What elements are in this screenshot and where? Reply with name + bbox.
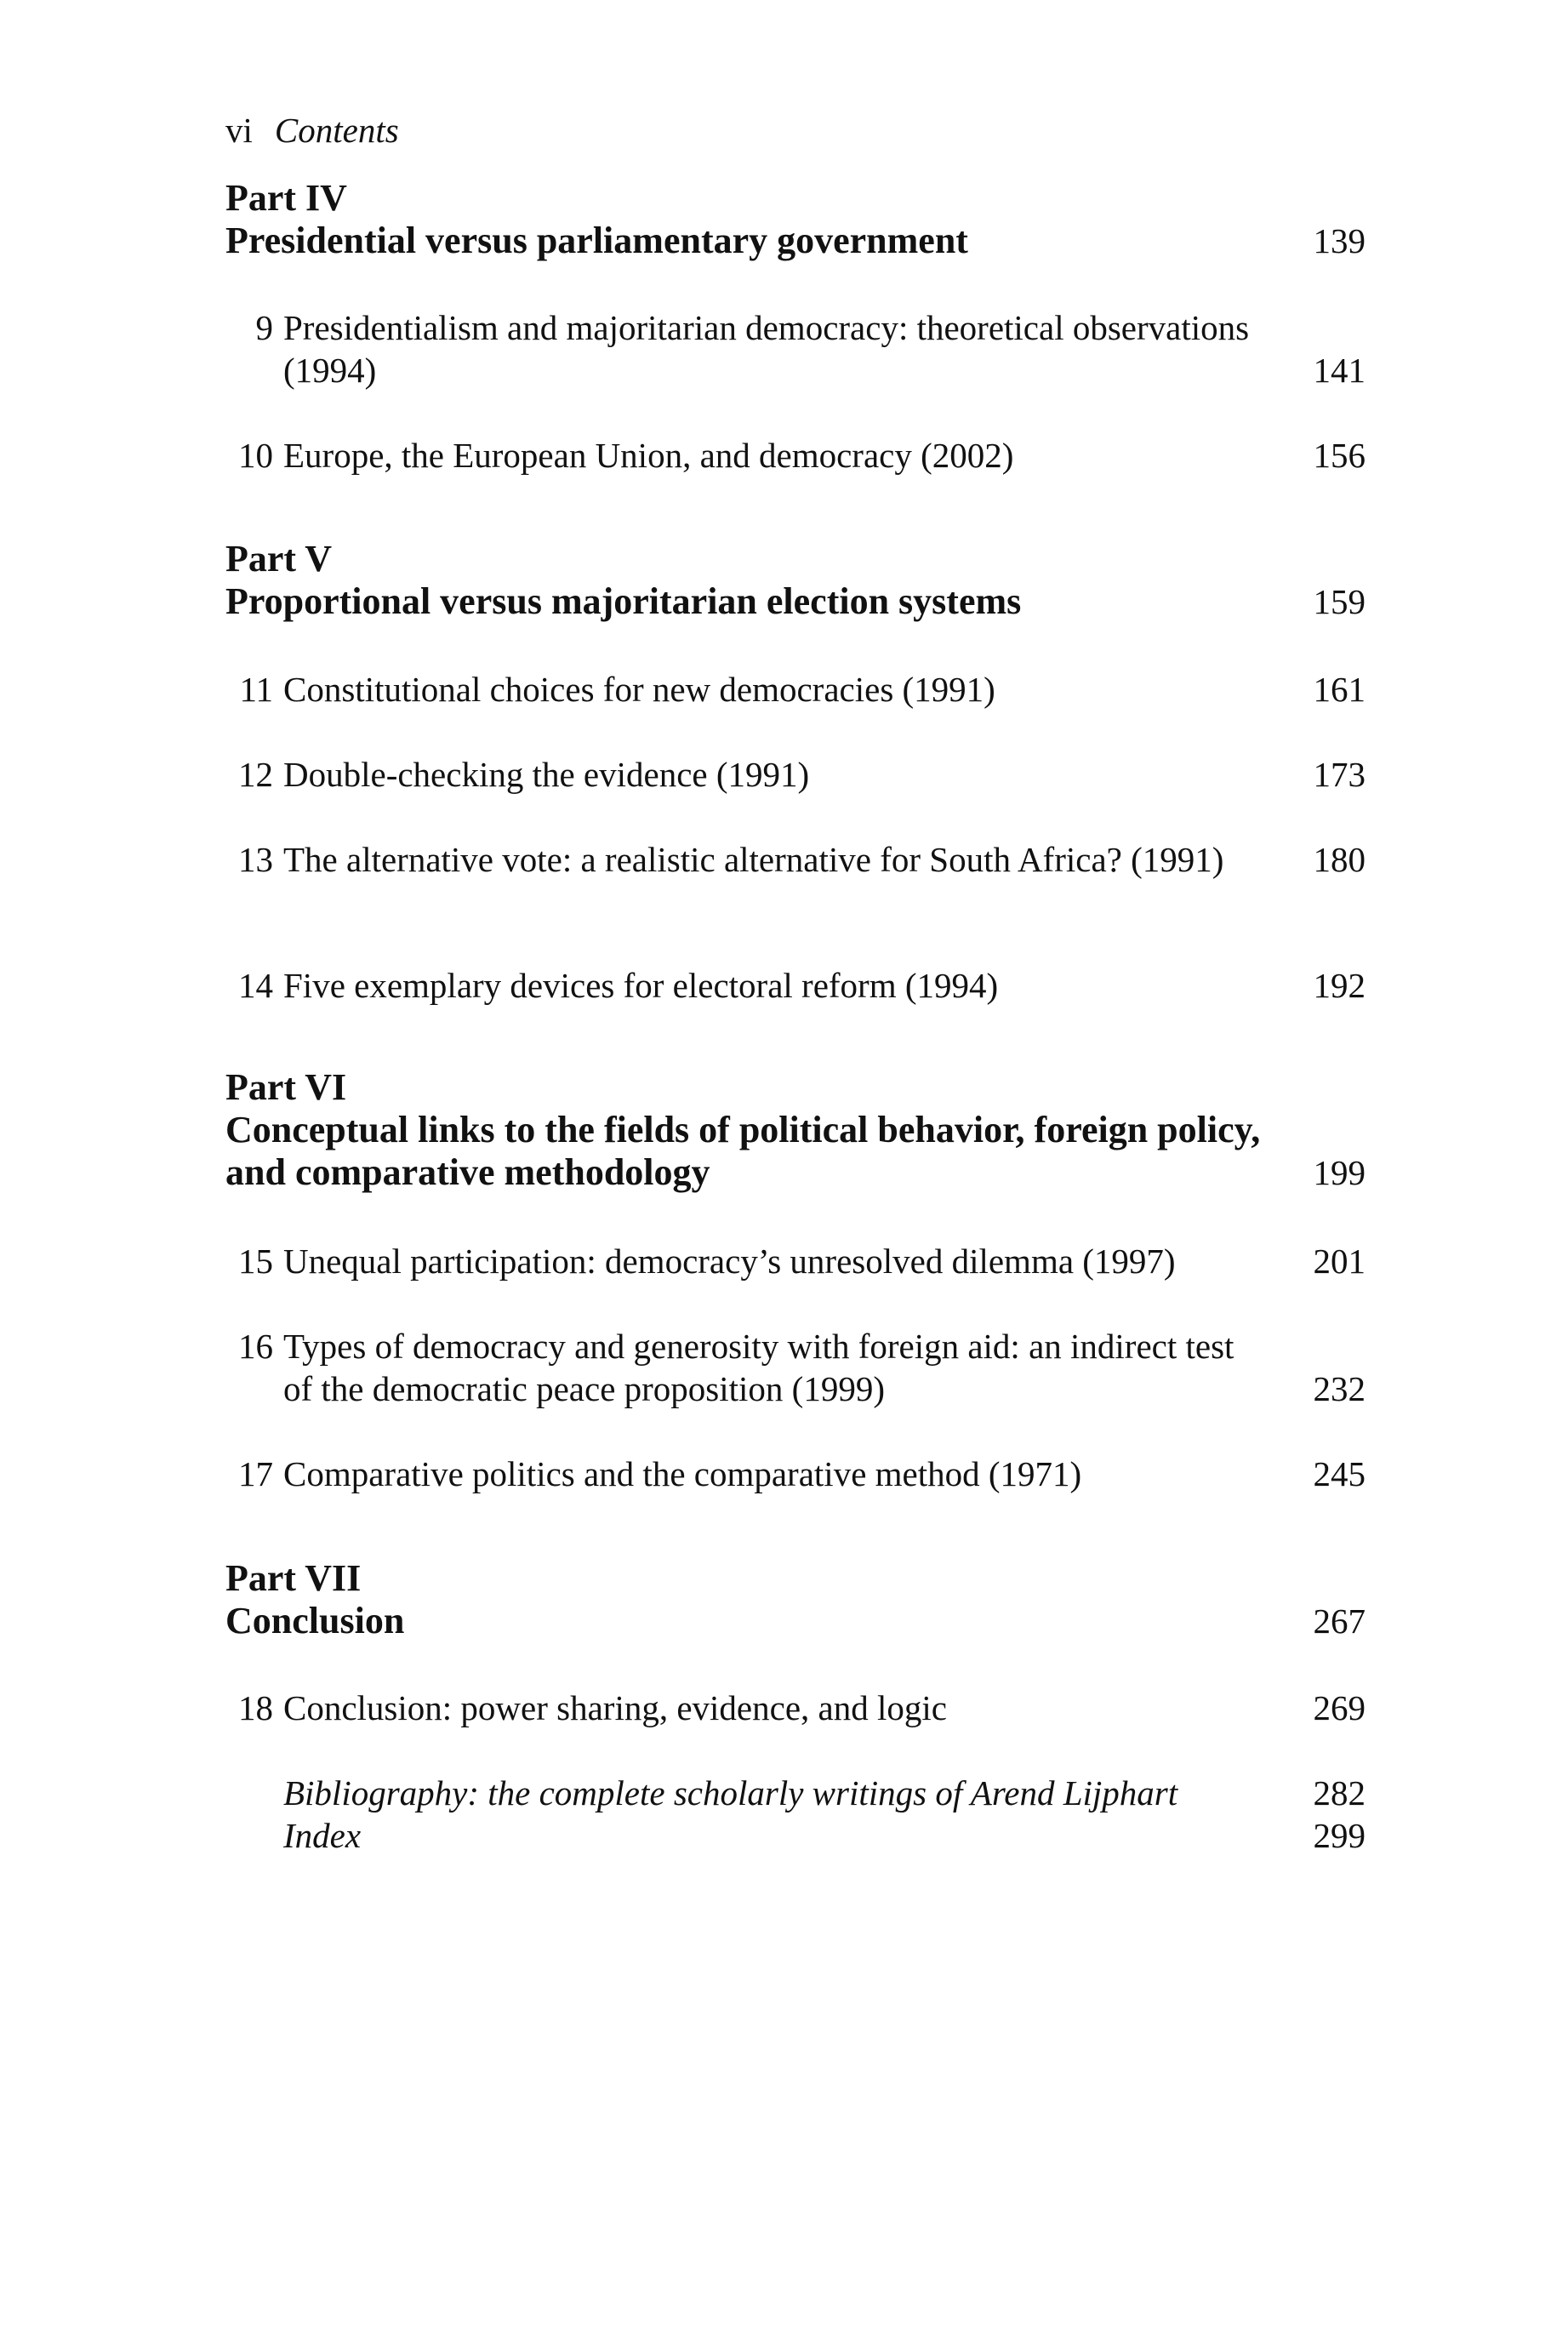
part-title: Presidential versus parliamentary government [225, 220, 968, 261]
index-title: Index [283, 1816, 362, 1855]
page-folio: vi [225, 111, 253, 150]
toc-entry [225, 668, 1366, 711]
chapter-number: 13 [238, 840, 273, 879]
chapter-number: 16 [238, 1327, 273, 1366]
running-head-title: Contents [274, 111, 399, 150]
part-label: Part V [225, 538, 333, 579]
toc-entry [225, 838, 1366, 881]
back-matter-entry [225, 1814, 1366, 1857]
back-matter-page-number: 299 [1313, 1816, 1366, 1855]
running-head [225, 109, 399, 151]
toc-entry [225, 306, 1366, 391]
chapter-number: 17 [238, 1454, 273, 1493]
chapter-page-number: 201 [1313, 1242, 1366, 1281]
part-label: Part IV [225, 177, 347, 219]
part-heading [225, 1557, 1366, 1642]
chapter-page-number: 173 [1313, 755, 1366, 794]
chapter-title: Conclusion: power sharing, evidence, and logic [283, 1688, 947, 1727]
chapter-title: Constitutional choices for new democracies (1991) [283, 670, 995, 709]
chapter-page-number: 245 [1313, 1454, 1366, 1493]
chapter-number: 14 [238, 966, 273, 1005]
part-label: Part VI [225, 1066, 347, 1108]
toc-entry [225, 964, 1366, 1007]
part-page-number: 159 [1313, 582, 1366, 621]
chapter-title: The alternative vote: a realistic alternative for South Africa? (1991) [283, 840, 1224, 879]
back-matter-page-number: 282 [1313, 1773, 1366, 1813]
chapter-title: Comparative politics and the comparative method (1971) [283, 1454, 1082, 1493]
back-matter-entry [225, 1772, 1366, 1814]
chapter-number: 9 [255, 308, 273, 347]
toc-entry [225, 1687, 1366, 1729]
chapter-page-number: 180 [1313, 840, 1366, 879]
chapter-page-number: 232 [1313, 1369, 1366, 1408]
part-title: Conclusion [225, 1600, 405, 1641]
chapter-title: Types of democracy and generosity with foreign aid: an indirect test of the democratic peace proposition (1999) [283, 1327, 1234, 1408]
chapter-number: 11 [239, 670, 273, 709]
toc-entry [225, 1453, 1366, 1495]
chapter-number: 12 [238, 755, 273, 794]
toc-entry [225, 753, 1366, 796]
chapter-page-number: 156 [1313, 436, 1366, 475]
chapter-page-number: 269 [1313, 1688, 1366, 1727]
chapter-number: 10 [238, 436, 273, 475]
chapter-title: Presidentialism and majoritarian democracy: theoretical observations (1994) [283, 308, 1250, 390]
chapter-title: Europe, the European Union, and democracy (2002) [283, 436, 1014, 475]
part-heading [225, 177, 1366, 262]
part-page-number: 199 [1313, 1153, 1366, 1192]
part-label: Part VII [225, 1557, 362, 1599]
chapter-title: Five exemplary devices for electoral reform (1994) [283, 966, 999, 1005]
chapter-page-number: 192 [1313, 966, 1366, 1005]
part-page-number: 267 [1313, 1601, 1366, 1641]
part-title: Proportional versus majoritarian election systems [225, 580, 1022, 622]
bibliography-title: Bibliography: the complete scholarly writings of Arend Lijphart [283, 1773, 1178, 1813]
chapter-title: Double-checking the evidence (1991) [283, 755, 810, 794]
chapter-number: 15 [238, 1242, 273, 1281]
chapter-page-number: 161 [1313, 670, 1366, 709]
toc-entry [225, 1240, 1366, 1282]
part-title: Conceptual links to the fields of political behavior, foreign policy, and comparative methodology [225, 1109, 1261, 1193]
toc-entry [225, 1325, 1366, 1410]
chapter-title: Unequal participation: democracy’s unresolved dilemma (1997) [283, 1242, 1176, 1281]
part-page-number: 139 [1313, 221, 1366, 260]
toc-entry [225, 434, 1366, 477]
part-heading [225, 538, 1366, 623]
chapter-page-number: 141 [1313, 351, 1366, 390]
part-heading [225, 1066, 1366, 1194]
chapter-number: 18 [238, 1688, 273, 1727]
